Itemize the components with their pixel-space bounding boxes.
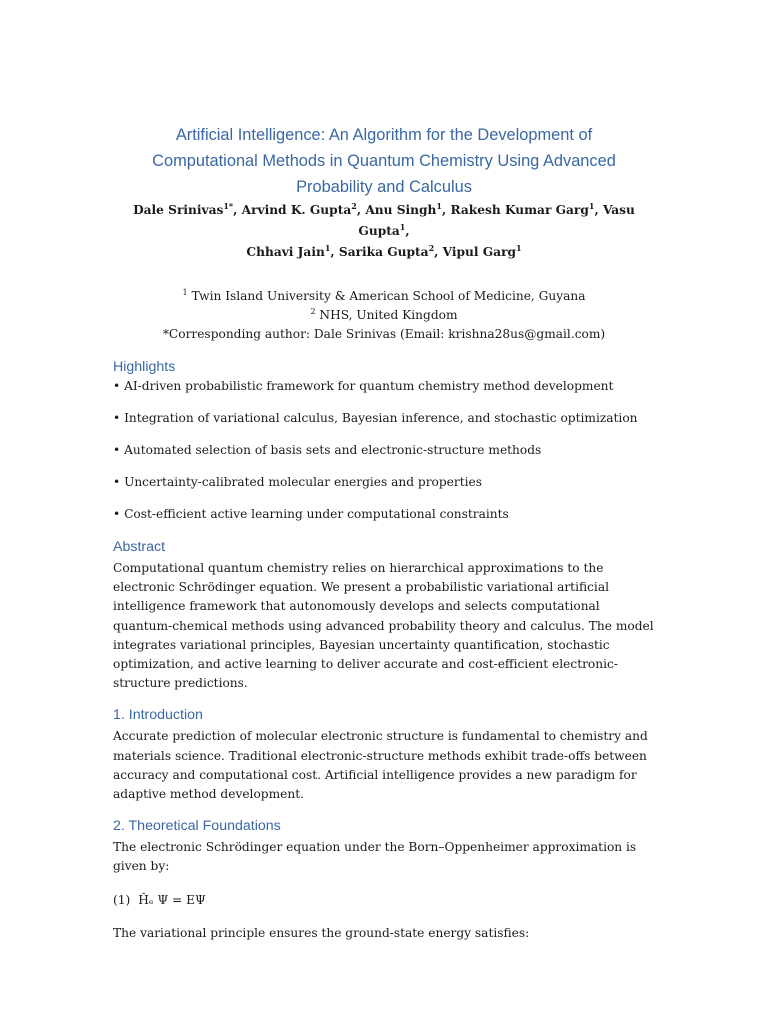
highlight-item: • Uncertainty-calibrated molecular energies and properties	[113, 475, 482, 489]
author-affil-mark: 1	[588, 201, 595, 211]
author-name: Rakesh Kumar Garg	[450, 203, 589, 217]
equation-1	[113, 891, 655, 910]
author-name: Vasu Gupta	[358, 203, 635, 238]
abstract-text: Computational quantum chemistry relies on hierarchical approximations to the electronic Schrödinger equation. We present a probabilistic variational artificial intelligence framework that autonomously develops and selects computational quantum-chemical methods using advanced probability theory and calculus. The model integrates variational principles, Bayesian uncertainty quantification, stochastic optimization, and active learning to deliver accurate and cost-efficient electronic-structure predictions.	[113, 561, 654, 691]
highlight-item: • Automated selection of basis sets and electronic-structure methods	[113, 443, 542, 457]
affiliation-text: NHS, United Kingdom	[319, 308, 458, 322]
author-line: Chhavi Jain$^1$, Sarika Gupta$^2$, Vipul Garg$^1$	[246, 243, 522, 259]
author-name: Arvind K. Gupta	[241, 203, 352, 217]
author-name: Chhavi Jain	[246, 245, 325, 259]
introduction-text: Accurate prediction of molecular electronic structure is fundamental to chemistry and materials science. Traditional electronic-structure methods exhibit trade-offs between accuracy and computational cost. Artificial intelligence provides a new paradigm for adaptive method development.	[113, 729, 648, 802]
author-affil-mark: 1	[324, 243, 331, 253]
title-line: Artificial Intelligence: An Algorithm for the Development of	[175, 126, 593, 144]
affiliation	[113, 287, 655, 306]
highlight-item: • Integration of variational calculus, Bayesian inference, and stochastic optimization	[113, 411, 638, 425]
author-name: Anu Singh	[365, 203, 437, 217]
author-line: Dale Srinivas$^{1*}$, Arvind K. Gupta$^2$, Anu Singh$^1$, Rakesh Kumar Garg$^1$, Vasu Gupta$^1$,	[133, 201, 635, 238]
author-name: Vipul Garg	[442, 245, 517, 259]
title-line: Probability and Calculus	[296, 178, 472, 196]
theory-heading: 2. Theoretical Foundations	[113, 818, 281, 835]
title-line: Computational Methods in Quantum Chemistry Using Advanced	[152, 152, 616, 170]
affiliation-mark: 2	[310, 307, 316, 316]
theory-text: The electronic Schrödinger equation under the Born–Oppenheimer approximation is given by:	[113, 840, 637, 874]
author-affil-mark: 1*	[223, 201, 234, 211]
highlight-item: • Cost-efficient active learning under computational constraints	[113, 507, 509, 521]
corresponding-author: *Corresponding author: Dale Srinivas (Email: krishna28us@gmail.com)	[162, 327, 606, 341]
author-name: Sarika Gupta	[338, 245, 429, 259]
author-name: Dale Srinivas	[133, 203, 224, 217]
affiliations	[113, 287, 655, 344]
abstract-heading: Abstract	[113, 539, 166, 555]
highlights-list	[113, 377, 655, 524]
equation-number: (1)	[113, 892, 131, 907]
variational-text: The variational principle ensures the ground-state energy satisfies:	[113, 925, 530, 940]
introduction-heading: 1. Introduction	[113, 707, 203, 724]
paper-title	[113, 0, 655, 200]
highlights-heading: Highlights	[113, 359, 176, 375]
affiliation	[113, 306, 655, 325]
author-affil-mark: 2	[351, 201, 357, 211]
affiliation-text: Twin Island University & American School of Medicine, Guyana	[191, 289, 586, 303]
author-affil-mark: 1	[516, 243, 522, 253]
author-affil-mark: 2	[428, 243, 435, 253]
author-affil-mark: 1	[436, 201, 442, 211]
highlight-item: • AI-driven probabilistic framework for quantum chemistry method development	[113, 379, 614, 393]
author-list	[113, 200, 655, 263]
affiliation-mark: 1	[182, 288, 188, 297]
equation-body: Ĥₑ Ψ = EΨ	[138, 892, 206, 907]
author-affil-mark: 1	[399, 222, 406, 232]
